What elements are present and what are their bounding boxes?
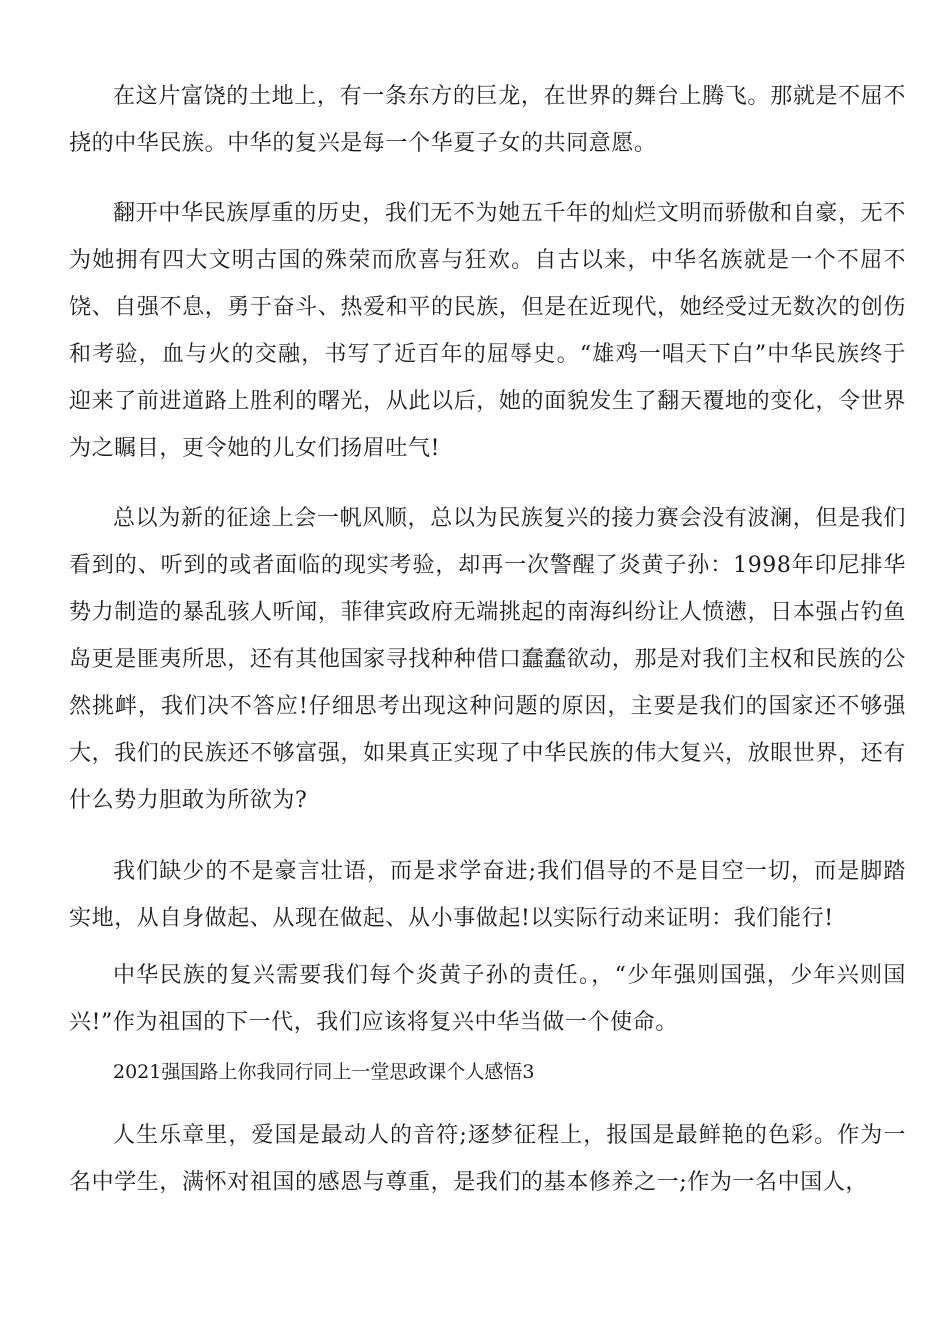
paragraph-4: 我们缺少的不是豪言壮语，而是求学奋进;我们倡导的不是目空一切，而是脚踏实地，从自身做起、从现在做起、从小事做起!以实际行动来证明：我们能行! [69,859,906,931]
paragraph-1: 在这片富饶的土地上，有一条东方的巨龙，在世界的舞台上腾飞。那就是不屈不挠的中华民族。中华的复兴是每一个华夏子女的共同意愿。 [69,84,906,156]
paragraph-5: 中华民族的复兴需要我们每个炎黄子孙的责任。，“少年强则国强，少年兴则国兴!”作为祖国的下一代，我们应该将复兴中华当做一个使命。 [69,963,906,1035]
section-heading: 2021强国路上你我同行同上一堂思政课个人感悟3 [113,1061,535,1083]
paragraph-2: 翻开中华民族厚重的历史，我们无不为她五千年的灿烂文明而骄傲和自豪，无不为她拥有四大文明古国的殊荣而欣喜与狂欢。自古以来，中华名族就是一个不屈不饶、自强不息，勇于奋斗、热爱和平的民族，但是在近现代，她经受过无数次的创伤和考验，血与火的交融，书写了近百年的屈辱史。“雄鸡一唱天下白”中华民族终于迎来了前进道路上胜利的曙光，从此以后，她的面貌发生了翻天覆地的变化，令世界为之瞩目，更令她的儿女们扬眉吐气! [69,201,906,461]
paragraph-6: 人生乐章里，爱国是最动人的音符;逐梦征程上，报国是最鲜艳的色彩。作为一名中学生，满怀对祖国的感恩与尊重，是我们的基本修养之一;作为一名中国人， [69,1123,906,1195]
paragraph-3: 总以为新的征途上会一帆风顺，总以为民族复兴的接力赛会没有波澜，但是我们看到的、听到的或者面临的现实考验，却再一次警醒了炎黄子孙：1998年印尼排华势力制造的暴乱骇人听闻，菲律宾政府无端挑起的南海纠纷让人愤懑，日本强占钓鱼岛更是匪夷所思，还有其他国家寻找种种借口蠢蠢欲动，那是对我们主权和民族的公然挑衅，我们决不答应!仔细思考出现这种问题的原因，主要是我们的国家还不够强大，我们的民族还不够富强，如果真正实现了中华民族的伟大复兴，放眼世界，还有什么势力胆敢为所欲为? [69,506,906,813]
